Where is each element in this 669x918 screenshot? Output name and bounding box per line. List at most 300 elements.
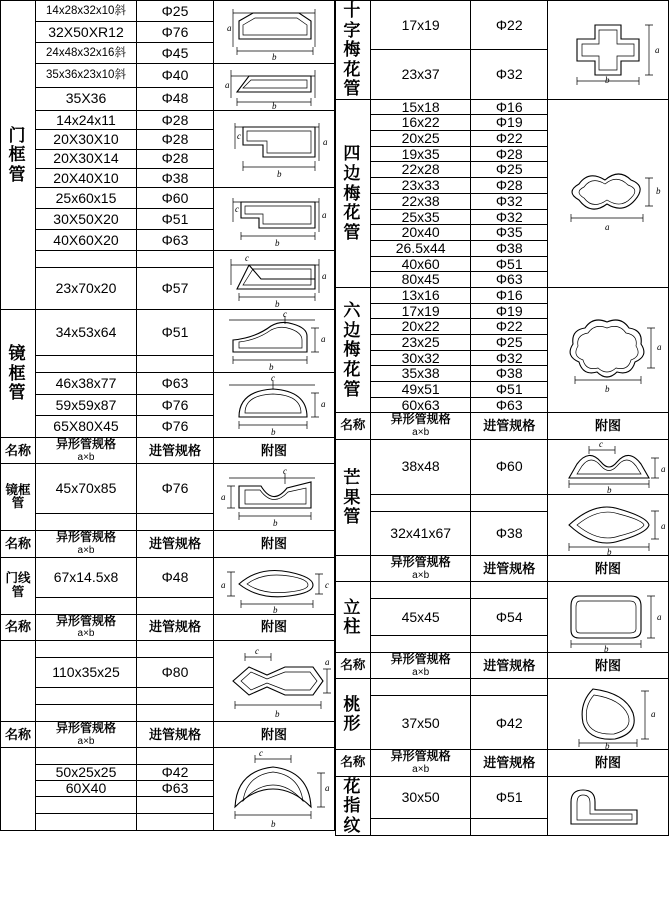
figure-cell <box>548 582 669 653</box>
dia-cell <box>137 796 214 813</box>
spec-cell: 20X30X14 <box>36 149 137 168</box>
figure-cell <box>214 748 335 830</box>
category-label: 十字梅花管 <box>343 1 363 99</box>
header-spec <box>36 531 137 557</box>
header-dia: 进管规格 <box>137 721 214 747</box>
spec-cell: 23x70x20 <box>36 268 137 310</box>
table-row <box>336 582 669 599</box>
dia-cell: Φ76 <box>137 464 214 514</box>
category-jingkuang-2 <box>1 464 36 531</box>
table-header-row <box>336 555 669 581</box>
dia-cell: Φ45 <box>137 43 214 64</box>
svg-text:c: c <box>325 579 329 590</box>
figure-cell <box>214 64 335 111</box>
dia-cell: Φ42 <box>137 765 214 781</box>
svg-text:c: c <box>283 466 287 477</box>
figure-four-petal-plum-icon <box>549 148 667 238</box>
spec-cell: 60x63 <box>370 397 471 413</box>
table-row <box>1 111 335 130</box>
header-spec-sub: a×b <box>412 427 430 439</box>
figure-cross-tube-icon <box>549 15 667 85</box>
spec-cell: 50x25x25 <box>36 765 137 781</box>
svg-text:b: b <box>271 818 276 829</box>
spec-cell: 15x18 <box>370 99 471 115</box>
svg-text:a: a <box>655 44 660 55</box>
table-row <box>1 557 335 597</box>
category-huazhiwen <box>336 776 371 836</box>
svg-text:b: b <box>273 604 278 614</box>
dia-cell: Φ76 <box>137 22 214 43</box>
header-fig: 附图 <box>214 721 335 747</box>
svg-text:a: a <box>325 656 330 667</box>
dia-cell <box>471 494 548 511</box>
header-name: 名称 <box>336 750 371 776</box>
header-fig: 附图 <box>548 653 669 679</box>
dia-cell <box>137 813 214 830</box>
spec-cell <box>36 597 137 614</box>
header-name-blank <box>336 555 371 581</box>
spec-cell <box>36 704 137 721</box>
header-spec-label: 异形管规格 <box>55 437 116 451</box>
dia-cell: Φ38 <box>471 511 548 555</box>
spec-cell: 80x45 <box>370 272 471 288</box>
table-row <box>1 64 335 88</box>
spec-cell: 23x37 <box>370 50 471 99</box>
svg-text:a: a <box>322 271 327 281</box>
dia-cell <box>137 251 214 268</box>
svg-text:b: b <box>271 427 276 437</box>
svg-text:a: a <box>321 334 326 344</box>
spec-cell <box>36 748 137 765</box>
header-spec-sub: a×b <box>77 545 95 557</box>
spec-cell <box>370 582 471 599</box>
table-header-row <box>1 614 335 640</box>
spec-cell: 34x53x64 <box>36 310 137 356</box>
category-lizhu <box>336 582 371 653</box>
spec-cell: 45x70x85 <box>36 464 137 514</box>
header-name: 名称 <box>1 438 36 464</box>
dia-cell: Φ40 <box>137 64 214 88</box>
category-taoxing <box>336 679 371 750</box>
spec-cell: 14x28x32x10斜 <box>36 1 137 22</box>
dia-cell <box>137 356 214 373</box>
table-row <box>1 464 335 514</box>
spec-cell: 110x35x25 <box>36 657 137 687</box>
figure-cell <box>214 640 335 721</box>
dia-cell: Φ22 <box>471 319 548 335</box>
header-spec-sub: a×b <box>77 628 95 640</box>
table-row <box>336 679 669 696</box>
header-fig: 附图 <box>214 438 335 464</box>
table-row <box>336 439 669 494</box>
figure-cell <box>214 1 335 64</box>
spec-cell: 13x16 <box>370 287 471 303</box>
header-dia: 进管规格 <box>137 531 214 557</box>
table-row <box>1 310 335 356</box>
figure-step-profile-icon <box>215 188 333 250</box>
header-fig: 附图 <box>548 555 669 581</box>
header-spec-label: 异形管规格 <box>390 554 451 569</box>
spec-cell: 35X36 <box>36 87 137 111</box>
svg-text:b: b <box>607 484 612 494</box>
header-fig: 附图 <box>548 750 669 776</box>
spec-cell: 19x35 <box>370 146 471 162</box>
svg-text:b: b <box>656 186 661 197</box>
dia-cell: Φ76 <box>137 394 214 416</box>
dia-cell: Φ60 <box>471 439 548 494</box>
category-label: 四边梅花管 <box>343 144 363 242</box>
svg-text:a: a <box>221 579 226 590</box>
spec-cell: 35x38 <box>370 366 471 382</box>
spec-cell: 40x60 <box>370 256 471 272</box>
header-spec <box>36 614 137 640</box>
header-spec-label: 异形管规格 <box>55 530 116 545</box>
table-row <box>1 748 335 765</box>
header-fig: 附图 <box>214 531 335 557</box>
dia-cell: Φ51 <box>471 256 548 272</box>
figure-cell <box>548 287 669 413</box>
category-label: 门线管 <box>5 570 31 599</box>
figure-teardrop-icon <box>215 558 333 614</box>
figure-cell <box>548 679 669 750</box>
table-row <box>1 251 335 268</box>
svg-text:b: b <box>272 52 277 62</box>
dia-cell: Φ51 <box>471 382 548 398</box>
spec-cell: 30x32 <box>370 350 471 366</box>
svg-text:b: b <box>273 518 278 529</box>
svg-text:b: b <box>275 708 280 719</box>
spec-cell <box>36 796 137 813</box>
svg-text:c: c <box>283 310 287 319</box>
dia-cell: Φ25 <box>137 1 214 22</box>
header-spec-sub: a×b <box>412 569 430 581</box>
dia-cell: Φ38 <box>471 366 548 382</box>
spec-cell <box>370 679 471 696</box>
dia-cell: Φ63 <box>137 373 214 395</box>
spec-cell: 46x38x77 <box>36 373 137 395</box>
svg-text:b: b <box>272 101 277 110</box>
spec-cell: 22x28 <box>370 162 471 178</box>
dia-cell <box>471 819 548 836</box>
category-shizi <box>336 1 371 100</box>
dia-cell: Φ38 <box>471 240 548 256</box>
spec-cell: 17x19 <box>370 303 471 319</box>
figure-hexagon-notch-icon <box>215 641 333 721</box>
spec-cell: 26.5x44 <box>370 240 471 256</box>
spec-cell: 20X40X10 <box>36 168 137 187</box>
svg-text:b: b <box>605 384 610 395</box>
dia-cell: Φ63 <box>471 397 548 413</box>
svg-text:a: a <box>321 399 326 409</box>
figure-cell <box>214 373 335 438</box>
category-block4 <box>1 640 36 721</box>
dia-cell: Φ51 <box>471 776 548 819</box>
spec-cell <box>36 687 137 704</box>
svg-text:a: a <box>661 520 666 531</box>
svg-text:a: a <box>657 342 662 353</box>
dia-cell: Φ25 <box>471 162 548 178</box>
svg-text:c: c <box>235 204 239 214</box>
figure-concave-top-icon <box>215 464 333 530</box>
header-spec <box>370 413 471 439</box>
header-spec <box>370 653 471 679</box>
spec-cell: 67x14.5x8 <box>36 557 137 597</box>
figure-cell <box>214 464 335 531</box>
right-table <box>335 0 669 836</box>
left-table <box>0 0 335 831</box>
header-name: 名称 <box>1 614 36 640</box>
figure-cell <box>214 310 335 373</box>
header-spec <box>370 555 471 581</box>
spec-cell: 49x51 <box>370 382 471 398</box>
header-fig: 附图 <box>548 413 669 439</box>
dia-cell <box>137 597 214 614</box>
table-row <box>1 188 335 209</box>
dia-cell: Φ19 <box>471 115 548 131</box>
figure-wave-top-icon <box>549 440 667 494</box>
dia-cell: Φ32 <box>471 350 548 366</box>
spec-cell: 40X60X20 <box>36 230 137 251</box>
svg-text:a: a <box>225 80 230 90</box>
spec-cell: 25x60x15 <box>36 188 137 209</box>
dia-cell: Φ32 <box>471 193 548 209</box>
header-dia: 进管规格 <box>137 438 214 464</box>
spec-cell: 45x45 <box>370 599 471 636</box>
header-dia: 进管规格 <box>137 614 214 640</box>
dia-cell: Φ60 <box>137 188 214 209</box>
header-spec-sub: a×b <box>77 735 95 747</box>
spec-cell: 60X40 <box>36 780 137 796</box>
dia-cell: Φ28 <box>471 146 548 162</box>
dia-cell <box>137 704 214 721</box>
dia-cell: Φ51 <box>137 310 214 356</box>
dia-cell: Φ54 <box>471 599 548 636</box>
spec-cell <box>36 514 137 531</box>
header-name: 名称 <box>336 653 371 679</box>
table-header-row <box>1 531 335 557</box>
figure-cell <box>548 439 669 494</box>
dia-cell: Φ57 <box>137 268 214 310</box>
dia-cell: Φ32 <box>471 209 548 225</box>
spec-cell: 20X30X10 <box>36 130 137 149</box>
header-name: 名称 <box>1 721 36 747</box>
category-label: 立柱 <box>343 597 363 637</box>
dia-cell: Φ48 <box>137 87 214 111</box>
spec-cell: 24x48x32x16斜 <box>36 43 137 64</box>
svg-text:c: c <box>255 645 259 656</box>
spec-cell: 32x41x67 <box>370 511 471 555</box>
spec-cell: 32X50XR12 <box>36 22 137 43</box>
svg-text:b: b <box>277 169 282 179</box>
dia-cell: Φ28 <box>137 149 214 168</box>
spec-cell: 65X80X45 <box>36 416 137 438</box>
svg-text:a: a <box>657 612 662 623</box>
spec-cell: 20x25 <box>370 131 471 147</box>
dia-cell: Φ38 <box>137 168 214 187</box>
table-header-row <box>336 750 669 776</box>
dia-cell: Φ19 <box>471 303 548 319</box>
svg-text:c: c <box>237 131 241 141</box>
dia-cell: Φ63 <box>137 780 214 796</box>
dia-cell: Φ35 <box>471 225 548 241</box>
spec-cell <box>36 251 137 268</box>
table-header-row <box>336 653 669 679</box>
svg-text:b: b <box>275 238 280 248</box>
figure-flower-print-icon <box>549 780 667 832</box>
header-dia: 进管规格 <box>471 555 548 581</box>
spec-cell: 20x22 <box>370 319 471 335</box>
category-liubian <box>336 287 371 413</box>
spec-cell <box>370 819 471 836</box>
table-row <box>336 776 669 819</box>
dia-cell: Φ63 <box>471 272 548 288</box>
dia-cell: Φ28 <box>137 111 214 130</box>
header-spec <box>36 721 137 747</box>
figure-cell <box>548 99 669 287</box>
spec-cell: 30X50X20 <box>36 209 137 230</box>
spec-cell: 37x50 <box>370 696 471 750</box>
figure-cell <box>214 111 335 188</box>
table-row <box>336 494 669 511</box>
svg-text:c: c <box>259 748 263 758</box>
svg-text:c: c <box>599 439 603 449</box>
figure-rounded-square-icon <box>549 582 667 652</box>
figure-cell <box>214 188 335 251</box>
header-fig: 附图 <box>214 614 335 640</box>
svg-text:a: a <box>221 492 226 503</box>
category-sibian <box>336 99 371 287</box>
spec-cell: 35x36x23x10斜 <box>36 64 137 88</box>
svg-text:b: b <box>605 74 610 85</box>
spec-cell: 25x35 <box>370 209 471 225</box>
spec-cell <box>36 356 137 373</box>
spec-cell <box>36 813 137 830</box>
dia-cell <box>471 636 548 653</box>
figure-cell <box>214 557 335 614</box>
spec-cell: 30x50 <box>370 776 471 819</box>
svg-text:a: a <box>322 210 327 220</box>
header-spec-sub: a×b <box>77 451 95 463</box>
category-label: 桃形 <box>343 694 363 734</box>
figure-peach-shape-icon <box>549 679 667 749</box>
table-row <box>1 373 335 395</box>
right-column <box>335 0 669 836</box>
spec-cell <box>370 636 471 653</box>
figure-curved-crown-icon <box>215 310 333 372</box>
figure-six-petal-plum-icon <box>549 306 667 394</box>
dia-cell: Φ16 <box>471 99 548 115</box>
header-name: 名称 <box>336 413 371 439</box>
dia-cell: Φ22 <box>471 131 548 147</box>
category-label: 花指纹 <box>343 776 363 835</box>
category-jingkuang-1 <box>1 310 36 438</box>
header-dia: 进管规格 <box>471 750 548 776</box>
svg-text:a: a <box>325 782 330 793</box>
header-dia: 进管规格 <box>471 413 548 439</box>
spec-cell: 23x33 <box>370 178 471 194</box>
svg-text:c: c <box>271 373 275 383</box>
figure-cell <box>548 494 669 555</box>
category-label: 镜框管 <box>5 482 31 511</box>
category-menxian <box>1 557 36 614</box>
dia-cell <box>137 514 214 531</box>
dia-cell: Φ28 <box>137 130 214 149</box>
dia-cell <box>471 582 548 599</box>
svg-text:a: a <box>605 222 610 233</box>
table-header-row <box>336 413 669 439</box>
figure-cell <box>548 1 669 100</box>
svg-text:a: a <box>227 23 232 33</box>
spec-cell: 20x40 <box>370 225 471 241</box>
svg-text:a: a <box>661 463 666 474</box>
figure-mango-leaf-icon <box>549 495 667 555</box>
left-column <box>0 0 335 831</box>
figure-fan-shape-icon <box>215 373 333 437</box>
spec-cell: 22x38 <box>370 193 471 209</box>
table-row <box>336 99 669 115</box>
spec-cell <box>36 640 137 657</box>
spec-cell: 16x22 <box>370 115 471 131</box>
spec-cell: 14x24x11 <box>36 111 137 130</box>
header-spec-label: 异形管规格 <box>390 412 451 427</box>
dia-cell <box>137 640 214 657</box>
table-row <box>1 1 335 22</box>
table-row <box>1 640 335 657</box>
dia-cell: Φ28 <box>471 178 548 194</box>
header-spec-label: 异形管规格 <box>55 613 116 628</box>
header-spec <box>370 750 471 776</box>
table-row <box>336 1 669 50</box>
dia-cell <box>137 748 214 765</box>
dia-cell: Φ16 <box>471 287 548 303</box>
figure-angled-step-icon <box>215 251 333 309</box>
figure-cell <box>548 776 669 836</box>
dia-cell: Φ25 <box>471 335 548 351</box>
category-block5 <box>1 748 36 830</box>
dia-cell: Φ48 <box>137 557 214 597</box>
spec-cell: 17x19 <box>370 1 471 50</box>
svg-text:b: b <box>605 741 610 750</box>
dia-cell <box>471 679 548 696</box>
spec-cell: 38x48 <box>370 439 471 494</box>
table-header-row <box>1 721 335 747</box>
header-name: 名称 <box>1 531 36 557</box>
spec-cell <box>370 494 471 511</box>
dia-cell: Φ80 <box>137 657 214 687</box>
category-menkuang <box>1 1 36 310</box>
dia-cell: Φ63 <box>137 230 214 251</box>
svg-text:b: b <box>269 362 274 372</box>
category-label: 镜框管 <box>8 344 28 403</box>
table-header-row <box>1 438 335 464</box>
svg-text:c: c <box>245 253 249 263</box>
dia-cell: Φ76 <box>137 416 214 438</box>
category-label: 芒果管 <box>343 467 363 527</box>
svg-text:b: b <box>607 546 612 555</box>
header-spec-label: 异形管规格 <box>55 720 116 735</box>
figure-trapezoid-tube-icon <box>215 1 333 63</box>
category-label: 六边梅花管 <box>343 301 363 399</box>
figure-z-profile-icon <box>215 111 333 187</box>
dia-cell: Φ22 <box>471 1 548 50</box>
svg-text:b: b <box>275 299 280 309</box>
header-spec <box>36 438 137 464</box>
svg-text:a: a <box>323 137 328 147</box>
table-row <box>336 287 669 303</box>
figure-slanted-tube-icon <box>215 64 333 110</box>
spec-cell: 59x59x87 <box>36 394 137 416</box>
header-spec-sub: a×b <box>412 666 430 678</box>
